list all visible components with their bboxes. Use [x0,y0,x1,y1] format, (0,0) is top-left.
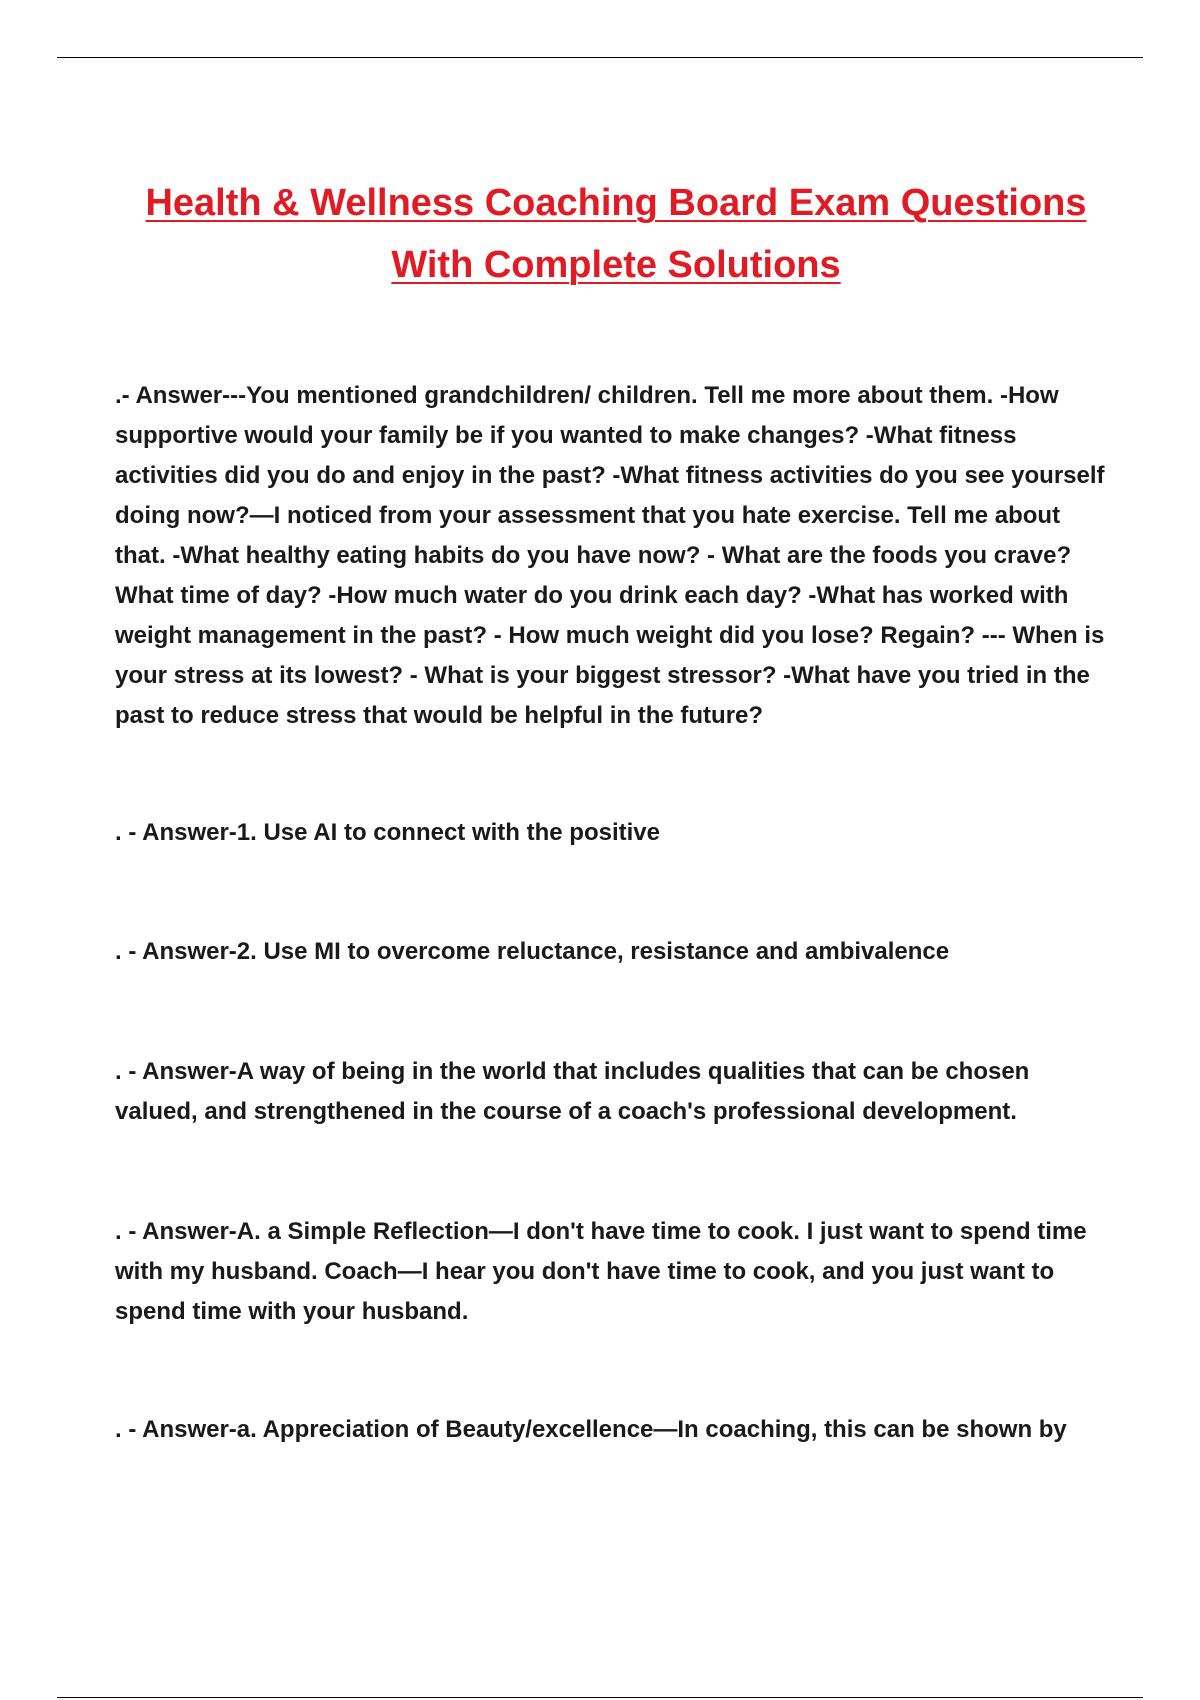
answer-paragraph: . - Answer-A. a Simple Reflection—I don't have time to cook. I just want to spend time with my husband. Coach—I hear you don't have time to cook, and you just want to spend time with your husband. [115,1218,1087,1325]
document-title [100,172,1132,296]
answer-paragraph: . - Answer-1. Use AI to connect with the positive [115,819,660,846]
footer-rule [57,1697,1143,1698]
answer-paragraph: . - Answer-a. Appreciation of Beauty/excellence—In coaching, this can be shown by [115,1416,1067,1443]
answer-paragraph: . - Answer-2. Use MI to overcome reluctance, resistance and ambivalence [115,938,950,965]
answer-paragraph: .- Answer---You mentioned grandchildren/ children. Tell me more about them. -How supportive would your family be if you wanted to make changes? -What fitness activities did you do and enjoy in the past? -What fitness activities do you see yourself doing now?—I noticed from your assessment that you hate exercise. Tell me about that. -What healthy eating habits do you have now? - What are the foods you crave? What time of day? -How much water do you drink each day? -What has worked with weight management in the past? - How much weight did you lose? Regain? --- When is your stress at its lowest? - What is your biggest stressor? -What have you tried in the past to reduce stress that would be helpful in the future? [115,382,1105,729]
title-line-1: Health & Wellness Coaching Board Exam Questions [145,182,1087,224]
title-line-2: With Complete Solutions [391,244,841,286]
header-rule [57,57,1143,58]
answer-paragraph: . - Answer-A way of being in the world that includes qualities that can be chosen valued, and strengthened in the course of a coach's professional development. [115,1058,1030,1125]
